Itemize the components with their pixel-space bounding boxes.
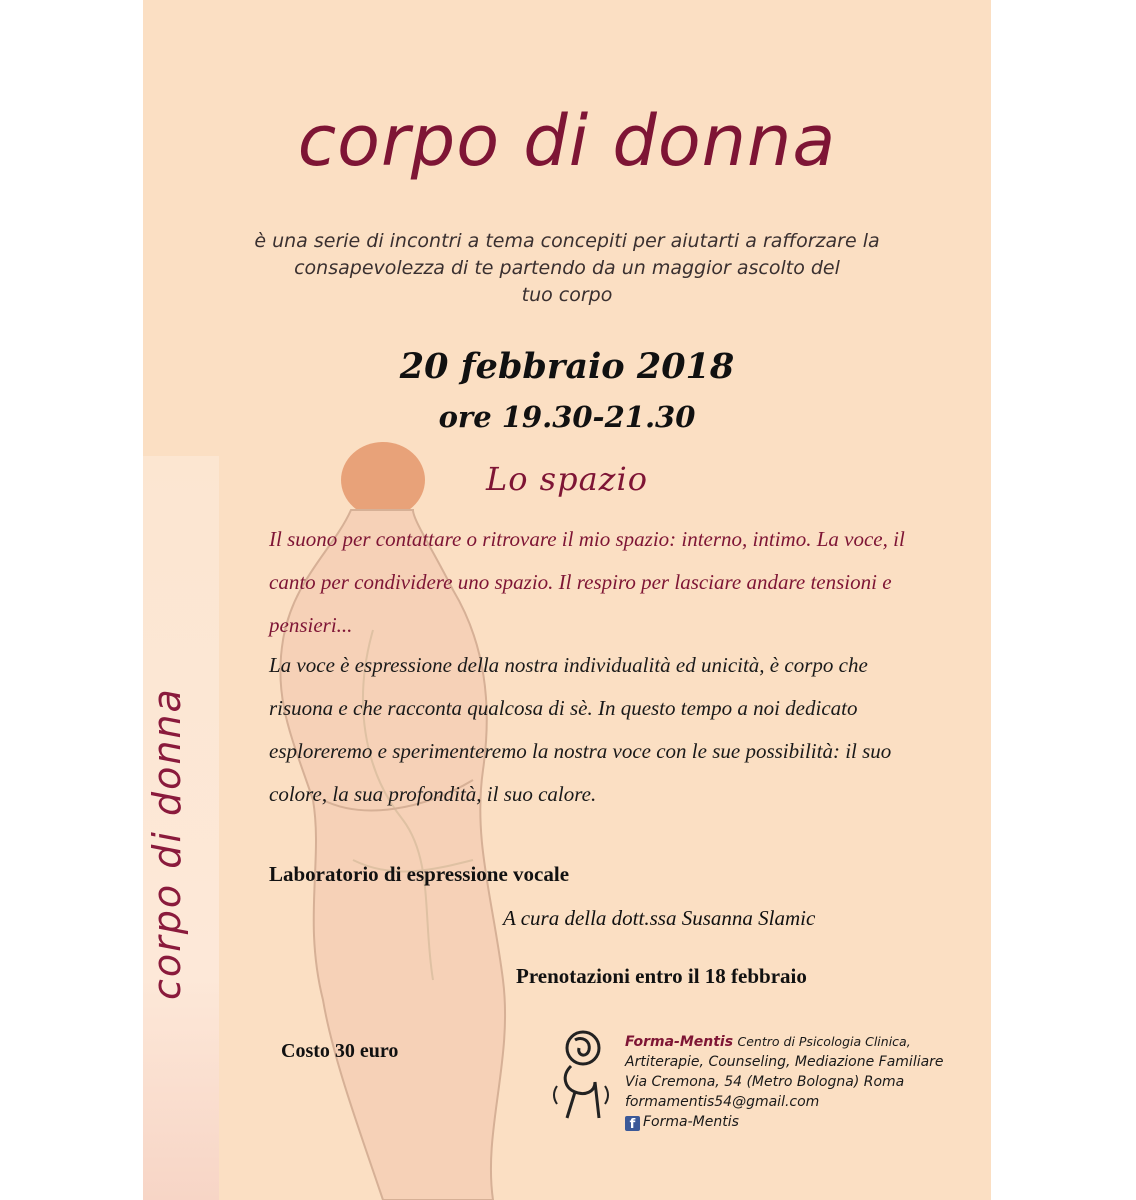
organizer-header: [625, 1032, 944, 1052]
event-date: 20 febbraio 2018: [399, 346, 735, 387]
cost: Costo 30 euro: [281, 1040, 399, 1062]
workshop-name: Laboratorio di espressione vocale: [269, 862, 570, 886]
facebook-label: Forma-Mentis: [643, 1114, 739, 1130]
organizer-info: [625, 1032, 944, 1132]
organizer-tagline: Centro di Psicologia Clinica,: [737, 1034, 911, 1049]
organizer-facebook[interactable]: [625, 1112, 944, 1132]
event-time: ore 19.30-21.30: [438, 400, 696, 434]
description: La voce è espressione della nostra individualità ed unicità, è corpo che risuona e che racconta qualcosa di sè. In questo tempo a noi dedicato esploreremo e sperimenteremo la nostra voce con le sue possibilità: il suo colore, la sua profondità, il suo calore.: [269, 653, 892, 806]
facebook-icon: f: [625, 1116, 640, 1131]
organizer-name: Forma-Mentis: [625, 1034, 734, 1050]
event-subtitle: Lo spazio: [485, 460, 649, 498]
intro-line: consapevolezza di te partendo da un maggior ascolto del: [294, 257, 840, 279]
intro-line: tuo corpo: [521, 284, 613, 306]
organizer-address: Via Cremona, 54 (Metro Bologna) Roma: [625, 1074, 905, 1090]
curator: A cura della dott.ssa Susanna Slamic: [503, 906, 816, 930]
intro-text: [243, 228, 891, 309]
forma-mentis-logo: [551, 1026, 611, 1122]
organizer-email[interactable]: formamentis54@gmail.com: [625, 1094, 820, 1110]
organizer-tagline-2: Artiterapie, Counseling, Mediazione Familiare: [625, 1054, 944, 1070]
description-highlight: Il suono per contattare o ritrovare il mio spazio: interno, intimo. La voce, il canto per condividere uno spazio. Il respiro per lasciare andare tensioni e pensieri...: [269, 527, 905, 637]
poster-title: corpo di donna: [297, 100, 837, 182]
side-title: corpo di donna: [145, 687, 189, 1000]
intro-line: è una serie di incontri a tema concepiti per aiutarti a rafforzare la: [254, 230, 880, 252]
event-poster: [143, 0, 991, 1200]
booking-deadline: Prenotazioni entro il 18 febbraio: [516, 964, 807, 988]
